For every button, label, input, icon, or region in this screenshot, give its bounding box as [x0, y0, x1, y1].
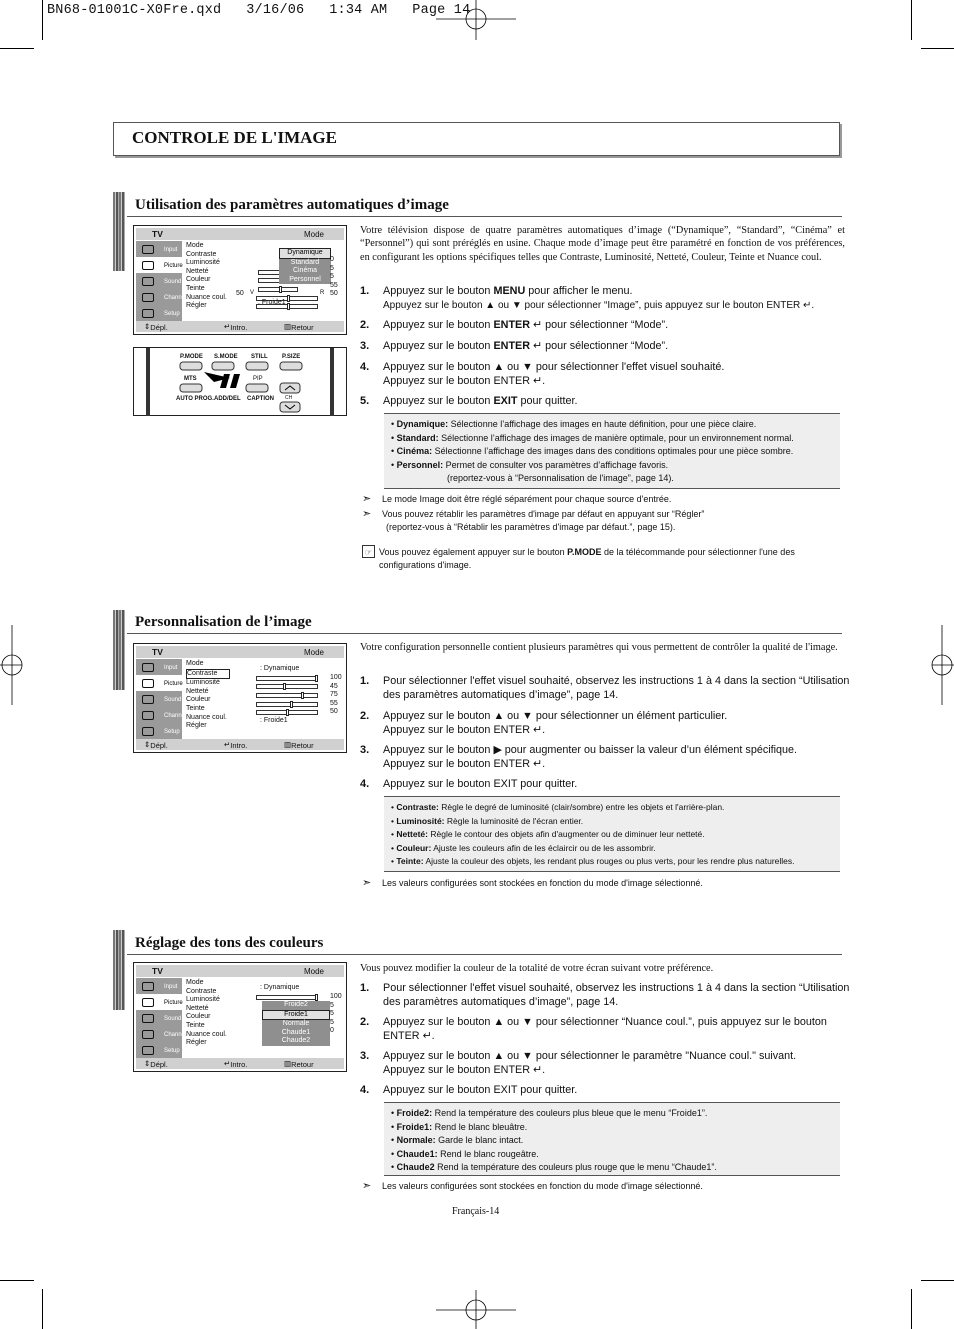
osd-side-setup: Setup [136, 305, 182, 321]
section3-info-box: • Froide2: Rend la température des couleurs plus bleue que le menu “Froide1”. • Froide1: Rend le blanc bleuâtre. • Normale: Garde le blanc intact. • Chaude1: Rend le blanc rougeâtre. • Chaude2 Rend la température des couleurs plus rouge que le menu “Chaude1”. [384, 1102, 840, 1176]
osd-side-sound: Sound [136, 273, 182, 289]
osd-side-picture: Picture [136, 257, 182, 273]
section2-intro: Votre configuration personnelle contient plusieurs paramètres qui vous permettent de contrôler la qualité de l'image. [360, 642, 838, 653]
file-date: 3/16/06 [246, 3, 305, 18]
osd-side-channel: Channel [136, 289, 182, 305]
osd-enter-hint: ↵ Intro. [224, 322, 248, 332]
section1-tip: ☞ Vous pouvez également appuyer sur le bouton P.MODE de la télécommande pour sélectionner l'une des configurations d'image. [362, 545, 795, 572]
section3-intro: Vous pouvez modifier la couleur de la totalité de votre écran suivant votre préférence. [360, 963, 714, 974]
osd-custom-screen: TV Mode Input Picture Sound Channel Setup Mode Contraste Luminosité Netteté Couleur Teinte Nuance coul. Régler : Dynamique 100 45 75 55 50 : Froide1 ⇕ Dépl. ↵ Intro. ▥ Retour [133, 643, 347, 753]
section-bar [113, 930, 125, 1010]
note-arrow-icon: ➣ [362, 508, 372, 520]
section-rule [127, 633, 842, 634]
section1-info-box: • Dynamique: Sélectionne l’affichage des images en haute définition, pour une pièce claire. • Standard: Sélectionne l’affichage des images de manière optimale, pour un environnement normal. • Cinéma: Sélectionne l’affichage des images dans des conditions optimales pour une pièce sombre. • Personnel: Permet de consulter vos paramètres d’affichage favoris. (reportez-vous à “Personnalisation de l'image”, page 14). [384, 413, 840, 489]
page-title: CONTROLE DE L'IMAGE [132, 128, 337, 147]
section-bar [113, 610, 125, 690]
section3-note: ➣ Les valeurs configurées sont stockées en fonction du mode d'image sélectionné. [362, 1180, 703, 1192]
osd-move-hint: ⇕ Dépl. [144, 322, 168, 332]
osd-color-tone-dropdown: Froide2 Froide1 Normale Chaude1 Chaude2 [262, 1001, 330, 1046]
osd-sidebar [136, 241, 187, 321]
note-arrow-icon: ➣ [362, 877, 372, 889]
osd-tv-label: TV [152, 229, 163, 239]
section2-title: Personnalisation de l’image [135, 614, 312, 630]
osd-return-hint: ▥ Retour [284, 322, 314, 332]
page-label: Page [412, 3, 446, 18]
osd-menu-list: Mode Contraste Luminosité Netteté Couleur Teinte Nuance coul. Régler [186, 242, 227, 310]
page-footer: Français-14 [452, 1206, 500, 1217]
page-number: 14 [453, 3, 471, 18]
file-time: 1:34 AM [329, 3, 388, 18]
section1-note-1: ➣ Le mode Image doit être réglé séparément pour chaque source d'entrée. [362, 493, 672, 505]
section2-info-box: • Contraste: Règle le degré de luminosité (clair/sombre) entre les objets et l'arrière-plan. • Luminosité: Règle la luminosité de l'écran entier. • Netteté: Règle le contour des objets afin d'augmenter ou de diminuer leur netteté. • Couleur: Ajuste les couleurs afin de les éclaircir ou de les assombrir. • Teinte: Ajuste la couleur des objets, les rendant plus rouges ou plus verts, pour les rendre plus naturelles. [384, 796, 840, 872]
section3-title: Réglage des tons des couleurs [135, 935, 324, 951]
note-arrow-icon: ➣ [362, 1180, 372, 1192]
osd-mode-label: Mode [303, 230, 324, 239]
file-name: BN68-01001C-X0Fre.qxd [47, 3, 222, 18]
section1-note-2: ➣ Vous pouvez rétablir les paramètres d'image par défaut en appuyant sur “Régler” (reportez-vous à “Rétablir les paramètres d'image par défaut.”, page 15). [362, 508, 705, 532]
osd-menu-screen: TV Mode Input Picture Sound Channel Setup Mode Contraste Luminosité Netteté Couleur Teinte Nuance coul. Régler Dynamique Standard Cinéma Personnel 0 5 5 55 50 50 V R : Froide1 ⇕ Dépl. ↵ Intro. ▥ Retour [133, 225, 347, 335]
remote-tip-icon: ☞ [362, 545, 375, 558]
section2-note: ➣ Les valeurs configurées sont stockées en fonction du mode d'image sélectionné. [362, 877, 703, 889]
note-arrow-icon: ➣ [362, 493, 372, 505]
osd-side-input: Input [136, 241, 182, 257]
section1-title: Utilisation des paramètres automatiques d’image [135, 197, 449, 213]
section1-intro: Votre télévision dispose de quatre paramètres automatiques d’image (“Dynamique”, “Standard”, “Cinéma” et “Personnel”) qui sont préréglés en usine. Chaque mode d’image peut être paramétré en fonction de vos préférences, en configurant les options spécifiques telles que Contraste, Luminosité, Netteté, Couleur, Teinte et Nuance coul. [360, 225, 845, 263]
osd-mode-dropdown: Dynamique Standard Cinéma Personnel [279, 248, 331, 284]
remote-control-illustration: P.MODE S.MODE STILL P.SIZE MTS PIP AUTO PROG. ADD/DEL CAPTION CH [133, 347, 347, 416]
page-title-box [113, 122, 840, 156]
section-rule [127, 216, 842, 217]
osd-color-tone-screen: TV Mode Input Picture Sound Channel Setup Mode Contraste Luminosité Netteté Couleur Teinte Nuance coul. Régler : Dynamique 100 5 5 5 0 Froide2 Froide1 Normale Chaude1 Chaude2 ⇕ Dépl. ↵ Intro. ▥ Retour [133, 962, 347, 1072]
section-bar [113, 192, 125, 271]
section-rule [127, 954, 842, 955]
